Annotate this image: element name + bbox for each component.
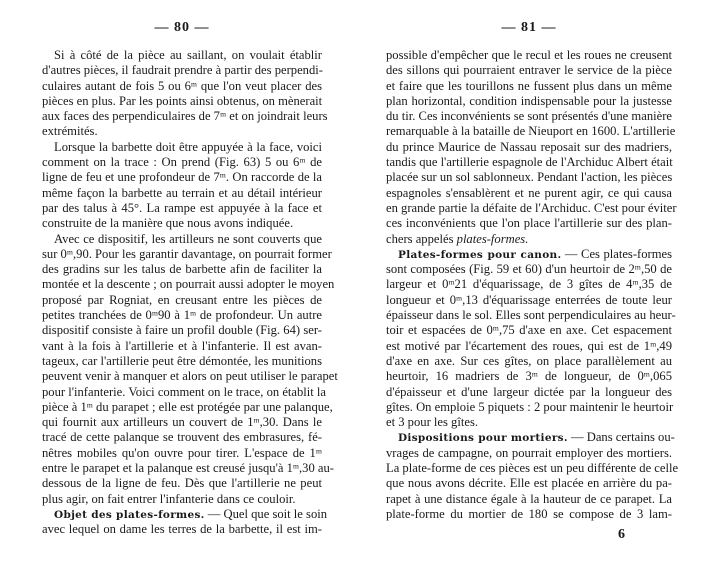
section-heading: Dispositions pour mortiers. [398, 432, 568, 445]
text-line: peuvent venir à manquer et alors on peut utiliser le parapet [42, 369, 338, 384]
section-heading-continuation: — Dans certains ou- [567, 430, 675, 445]
text-line: nêtres mobiles qu'on ouvre pour tirer. L'espace de 1ᵐ [42, 445, 322, 460]
text-line: des sillons qui pourraient entraver le service de la pièce [386, 63, 672, 78]
text-line: vant à la fois à l'artillerie et à l'infanterie. Il est avan- [42, 338, 322, 353]
text-line: en grande partie la défaite de l'Archiduc. C'est pour éviter [386, 200, 677, 215]
section-heading-line [386, 430, 675, 445]
text-line: gîtes. On emploie 5 piquets : 2 pour maintenir le heurtoir [386, 399, 674, 414]
text-line: comment on la trace : On prend (Fig. 63) 5 ou 6ᵐ de [42, 155, 322, 170]
text-line: largeur et 0ᵐ21 d'équarissage, de 3 gîtes de 4ᵐ,35 de [386, 277, 672, 292]
text-line: aux faces des perpendiculaires de 7ᵐ et on joindrait leurs [42, 109, 328, 124]
text-line: entre le parapet et la palanque est creusé jusqu'à 1ᵐ,30 au- [42, 461, 335, 476]
text-line: que nous avons décrite. Elle est placée en arrière du pa- [386, 476, 672, 491]
text-line: possible d'empêcher que le recul et les roues ne creusent [386, 48, 672, 62]
text-line: tracé de cette palanque se trouvent des embrasures, fé- [42, 430, 322, 445]
text-line: et 3 pour les gîtes. [386, 415, 478, 430]
text-line [386, 232, 672, 247]
text-line: est motivé par l'écartement des roues, qui est de 1ᵐ,49 [386, 338, 672, 353]
text-line: épaisseur dans le sol. Elles sont perpendiculaires au heur- [386, 308, 676, 323]
section-heading-line [386, 247, 672, 262]
text-line: construite de la manière que nous avons indiquée. [42, 216, 294, 231]
section-heading-line [42, 506, 328, 522]
text-line: plus agir, on fait entrer l'infanterie dans ce couloir. [42, 491, 296, 506]
text-line: plate-forme du mortier de 180 se compose de 3 lam- [386, 506, 672, 521]
page-number-right: — 81 — [501, 20, 557, 35]
text-line: heurtoir, 16 madriers de 3ᵐ de longueur, de 0ᵐ,065 [386, 369, 672, 384]
text-line: Lorsque la barbette doit être appuyée à la face, voici [54, 139, 322, 154]
text-line: du tir. Ces inconvénients se sont présentés d'une manière [386, 109, 672, 124]
text-line: plan horizontal, condition indispensable pour la justesse [386, 93, 672, 108]
text-line: sont composées (Fig. 59 et 60) d'un heurtoir de 2ᵐ,50 de [386, 262, 672, 277]
text-line: d'autres pièces, il faudrait prendre à partir des perpendi- [42, 63, 323, 78]
right-body-text [386, 48, 679, 522]
text-line: ligne de feu et une profondeur de 7ᵐ. On raccorde de la [42, 170, 322, 185]
text-line: par des talus à 45°. La rampe est appuyée à la face et [42, 200, 322, 215]
section-heading: Objet des plates-formes. [54, 508, 205, 521]
text-fragment: chers appelés [386, 231, 457, 246]
text-line: vrages de campagne, on pourrait employer des mortiers. [386, 445, 672, 460]
text-line: espagnoles s'ensablèrent et ne purent agir, ce qui causa [386, 185, 672, 200]
text-line: toir et espacées de 0ᵐ,75 d'axe en axe. Cet espacement [386, 323, 672, 338]
text-line: des gradins sur les talus de barbette afin de faciliter la [42, 262, 322, 277]
text-line: pièces en plus. Par les points ainsi obtenus, on mènerait [42, 93, 323, 108]
section-heading-continuation: — Quel que soit le soin [204, 506, 328, 521]
text-line: sur 0ᵐ,90. Pour les garantir davantage, on pourrait former [42, 246, 332, 261]
text-line: rapet à une distance égale à la hauteur de ce parapet. La [386, 491, 672, 506]
text-line: tageux, car l'artillerie peut être démontée, les munitions [42, 353, 322, 368]
left-body-text [42, 48, 338, 538]
text-line: d'épaisseur et d'une largeur dictée par la longueur des [386, 384, 672, 399]
section-heading-continuation: — Ces plates-formes [561, 246, 672, 261]
italic-term: plates-formes. [456, 231, 529, 246]
text-line: tandis que l'artillerie espagnole de l'Archiduc Albert était [386, 155, 673, 170]
text-line: extrémités. [42, 124, 98, 139]
text-line: dessous de la ligne de feu. Dès que l'artillerie ne peut [42, 476, 322, 491]
text-line: culaires autant de fois 5 ou 6ᵐ que l'on veut placer des [42, 78, 322, 93]
text-line: d'axe en axe. Sur ces gîtes, on place parallèlement au [386, 353, 672, 368]
text-line: ces inconvénients que l'on place l'artillerie sur des plan- [386, 216, 672, 231]
text-line: La plate-forme de ces pièces est un peu différente de celle [386, 461, 679, 476]
text-line: qui fournit aux artilleurs un couvert de 1ᵐ,30. Dans le [42, 415, 322, 430]
text-line: petites tranchées de 0ᵐ90 à 1ᵐ de profondeur. Un autre [42, 308, 322, 323]
text-line: dispositif consiste à faire un profil double (Fig. 64) ser- [42, 323, 322, 338]
signature-mark: 6 [618, 527, 625, 542]
text-line: même façon la barbette au terrain et au détail intérieur [42, 185, 322, 200]
text-line: montée et la descente ; on pourrait aussi adopter le moyen [42, 277, 335, 292]
text-line: proposé par Rogniat, en creusant entre les pièces de [42, 292, 322, 307]
text-line: pour l'infanterie. Voici comment on le trace, on établit la [42, 384, 327, 399]
text-line: du prince Maurice de Nassau reposait sur des madriers, [386, 139, 672, 154]
text-line: placée sur un sol sablonneux. Pendant l'action, les pièces [386, 170, 673, 185]
text-line: et faire que les tourillons ne fussent plus dans un même [386, 78, 672, 93]
text-line: remarquable à la bataille de Nieuport en 1600. L'artillerie [386, 124, 676, 139]
text-line: pièce à 1ᵐ du parapet ; elle est protégée par une palanque, [42, 399, 333, 414]
text-line: Si à côté de la pièce au saillant, on voulait établir [54, 48, 322, 62]
text-line: longueur et 0ᵐ,13 d'équarissage enterrées de toute leur [386, 292, 672, 307]
text-line: Avec ce dispositif, les artilleurs ne sont couverts que [54, 231, 322, 246]
page-number-left: — 80 — [154, 20, 210, 35]
section-heading: Plates-formes pour canon. [398, 248, 562, 261]
text-line: avec lequel on dame les terres de la barbette, il est im- [42, 522, 322, 537]
